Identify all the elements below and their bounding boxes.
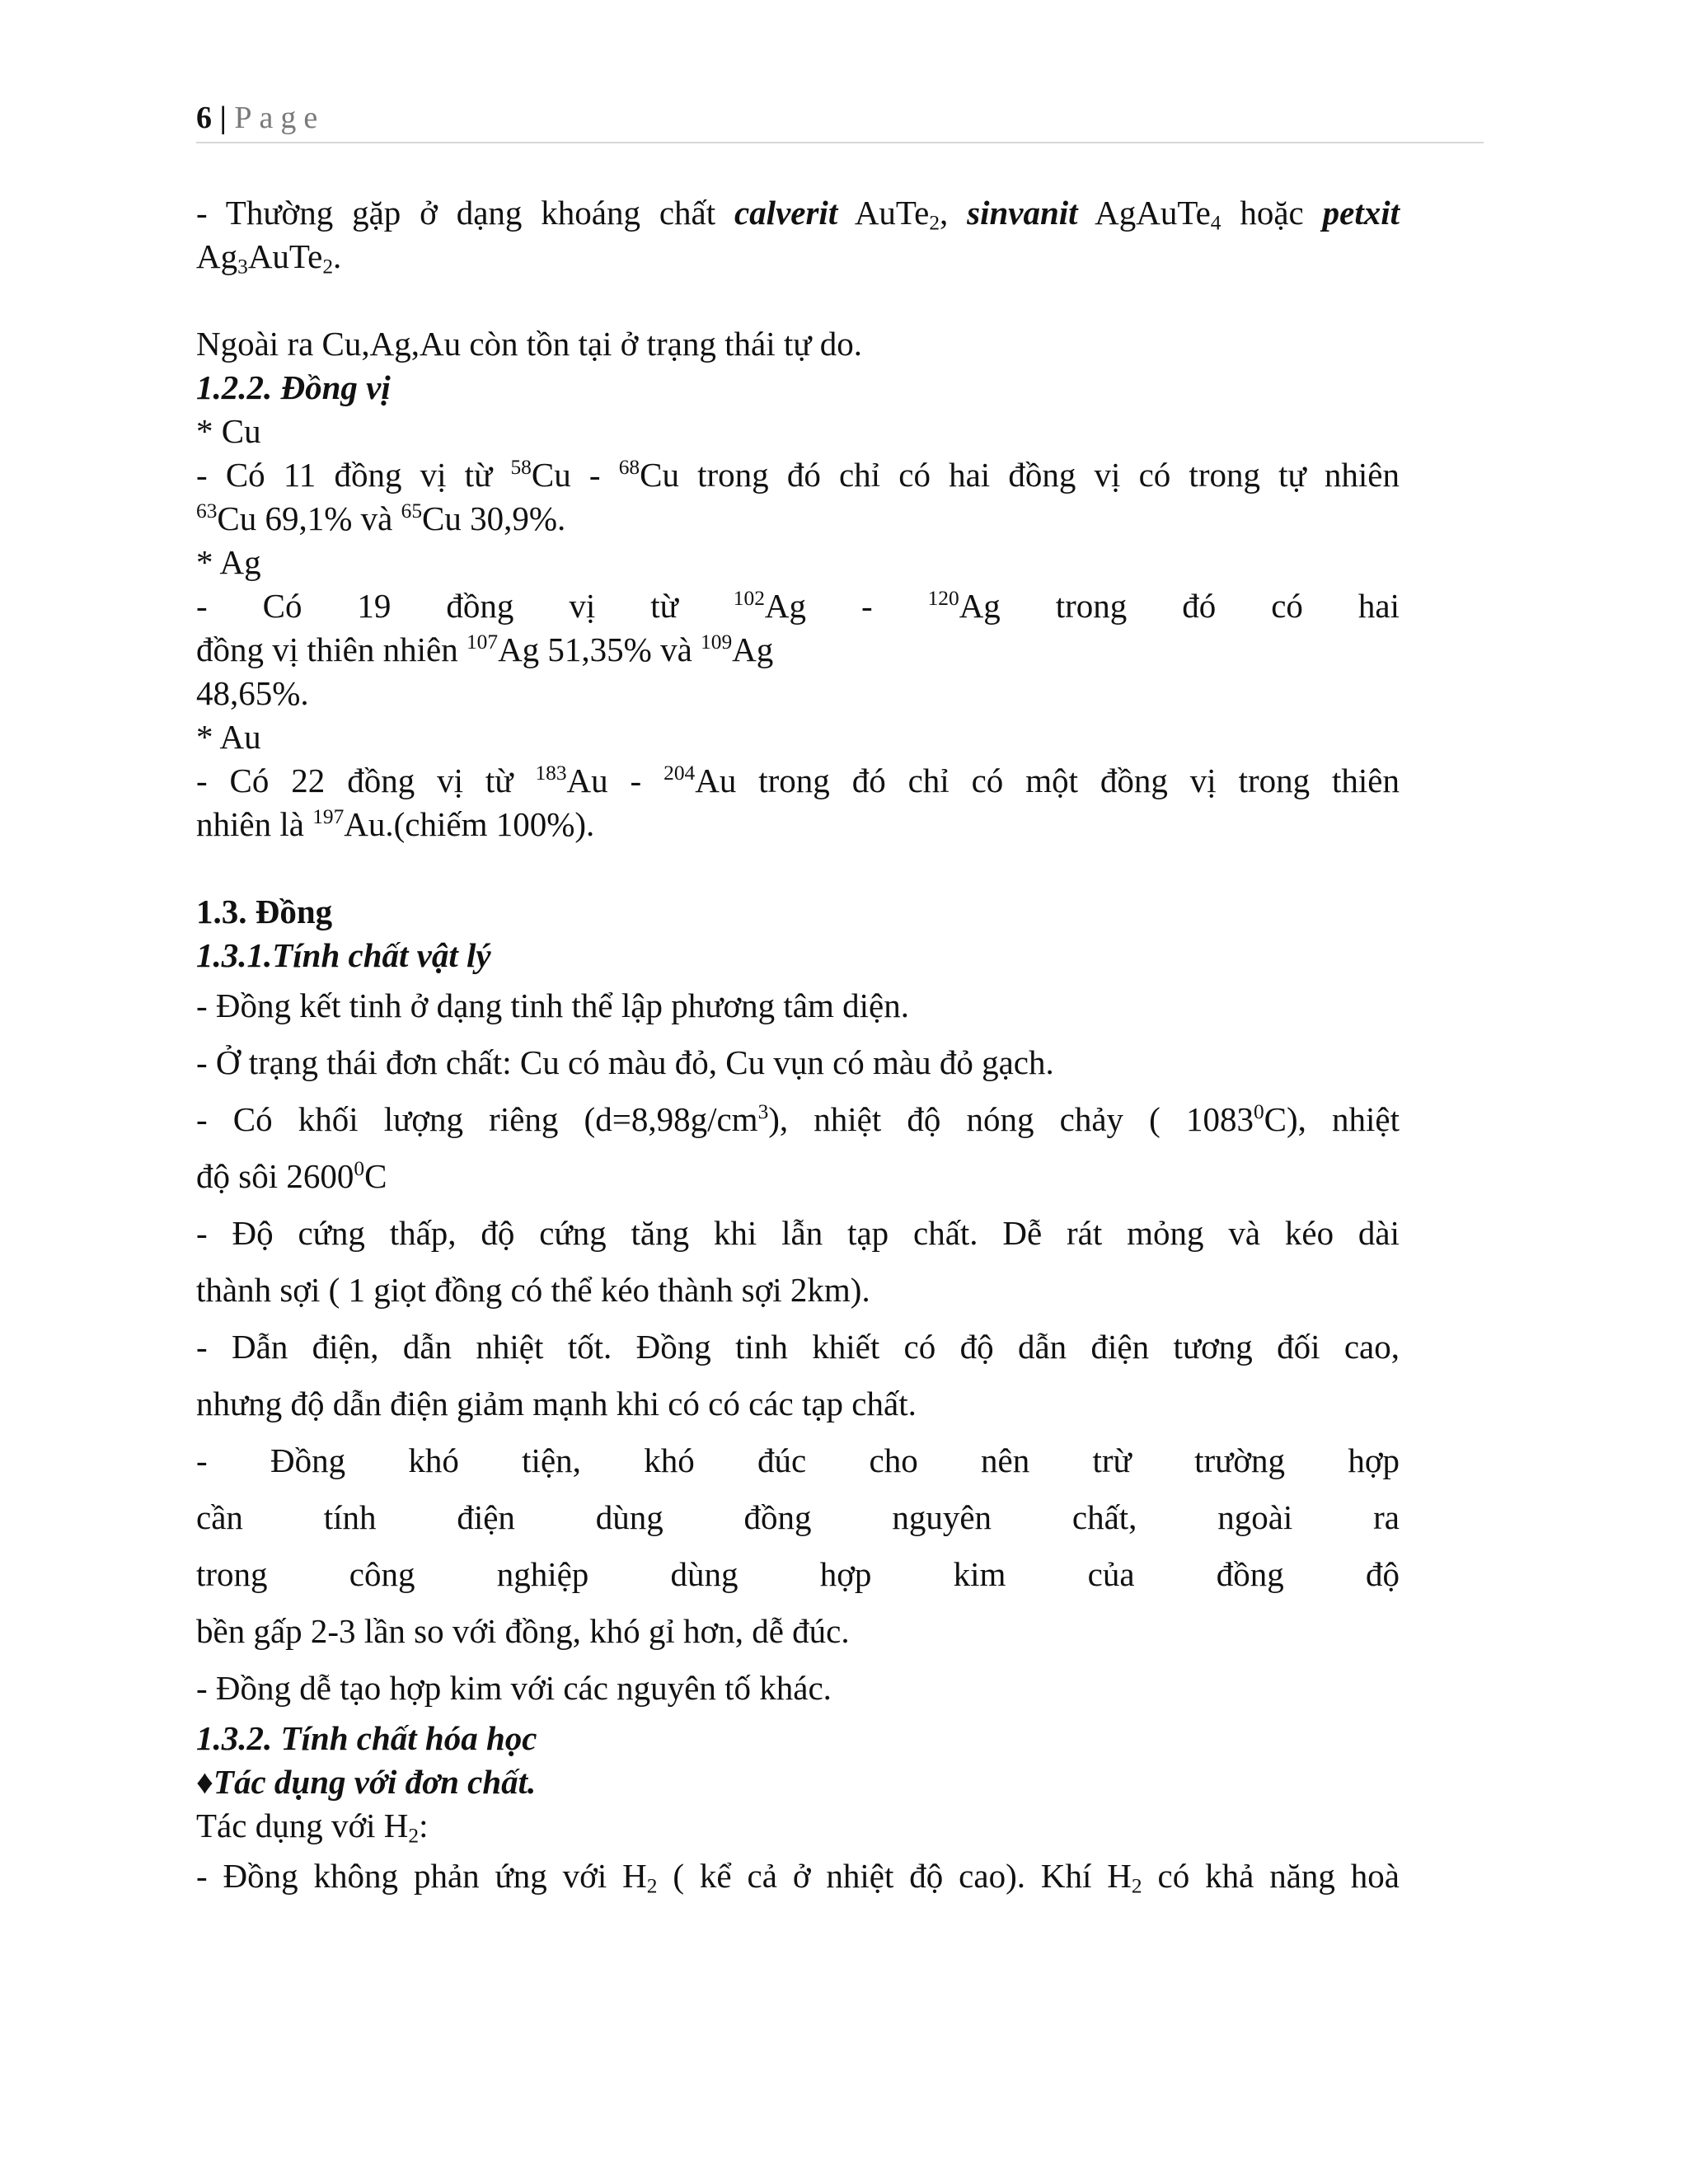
physical-p5-line-1: - Dẫn điện, dẫn nhiệt tốt. Đồng tinh khiết có độ dẫn điện tương đối cao, (196, 1328, 1400, 1366)
physical-p1: - Đồng kết tinh ở dạng tinh thể lập phương tâm diện. (196, 987, 909, 1024)
physical-p3-line-2: độ sôi 2600$^0$C (196, 1156, 387, 1195)
page-header (196, 97, 1484, 143)
au-line-1: - Có 22 đồng vị từ $^{183}$Au - $^{204}$Au trong đó chỉ có một đồng vị trong thiên (196, 761, 1400, 799)
physical-p6-line-3: trong công nghiệp dùng hợp kim của đồng độ (196, 1555, 1400, 1593)
ag-label: * Ag (196, 543, 261, 581)
minerals-line-2: $Ag_3AuTe_2$. (196, 237, 342, 279)
copper-heading: 1.3. Đồng (196, 893, 333, 930)
ag-line-3: 48,65%. (196, 674, 309, 712)
spacer (196, 846, 1400, 890)
spacer (196, 279, 1400, 322)
physical-p2: - Ở trạng thái đơn chất: Cu có màu đỏ, Cu vụn có màu đỏ gạch. (196, 1043, 1054, 1081)
physical-properties-heading: 1.3.1.Tính chất vật lý (196, 936, 491, 974)
cu-line-1: - Có 11 đồng vị từ $^{58}$Cu - $^{68}$Cu trong đó chỉ có hai đồng vị có trong tự nhiên (196, 455, 1400, 494)
physical-p5-line-2: nhưng độ dẫn điện giảm mạnh khi có có các tạp chất. (196, 1385, 917, 1422)
h2-reaction-line: - Đồng không phản ứng với $H_2$ ( kể cả ở nhiệt độ cao). Khí $H_2$ có khả năng hoà (196, 1857, 1400, 1898)
physical-p6-line-4: bền gấp 2-3 lần so với đồng, khó gỉ hơn, dễ đúc. (196, 1612, 850, 1650)
cu-line-2: $^{63}$Cu 69,1% và $^{65}$Cu 30,9%. (196, 499, 566, 537)
page-content (196, 191, 1400, 1905)
au-label: * Au (196, 718, 261, 756)
free-state-text: Ngoài ra Cu,Ag,Au còn tồn tại ở trạng thái tự do. (196, 325, 862, 363)
au-line-2: nhiên là $^{197}$Au.(chiếm 100%). (196, 804, 595, 843)
page-label: Page (234, 101, 326, 135)
page-number: 6 (196, 101, 212, 135)
ag-line-1: - Có 19 đồng vị từ $^{102}$Ag - $^{120}$Ag trong đó có hai (196, 586, 1400, 625)
physical-p6-line-2: cần tính điện dùng đồng nguyên chất, ngoài ra (196, 1498, 1400, 1536)
cu-label: * Cu (196, 412, 261, 450)
isotopes-heading: 1.2.2. Đồng vị (196, 368, 391, 406)
header-separator: | (219, 101, 227, 135)
physical-p3-line-1: - Có khối lượng riêng $(d=8,98g/cm^3)$, nhiệt độ nóng chảy ( 1083$^0$C), nhiệt (196, 1099, 1400, 1138)
physical-p6-line-1: - Đồng khó tiện, khó đúc cho nên trừ trường hợp (196, 1441, 1400, 1479)
physical-p4-line-1: - Độ cứng thấp, độ cứng tăng khi lẫn tạp chất. Dễ rát mỏng và kéo dài (196, 1214, 1400, 1252)
h2-reaction-label: Tác dụng với $H_2$: (196, 1807, 429, 1848)
ag-line-2: đồng vị thiên nhiên $^{107}$Ag 51,35% và $^{109}$Ag (196, 630, 774, 668)
minerals-line-1: - Thường gặp ở dạng khoáng chất calverit AuTe$_2$, sinvanit AgAuTe$_4$ hoặc petxit (196, 194, 1400, 235)
physical-p4-line-2: thành sợi ( 1 giọt đồng có thể kéo thành sợi 2km). (196, 1271, 870, 1309)
chemical-properties-heading: 1.3.2. Tính chất hóa học (196, 1719, 537, 1757)
physical-p7: - Đồng dễ tạo hợp kim với các nguyên tố khác. (196, 1669, 832, 1707)
elements-reaction-heading: ♦Tác dụng với đơn chất. (196, 1763, 537, 1801)
